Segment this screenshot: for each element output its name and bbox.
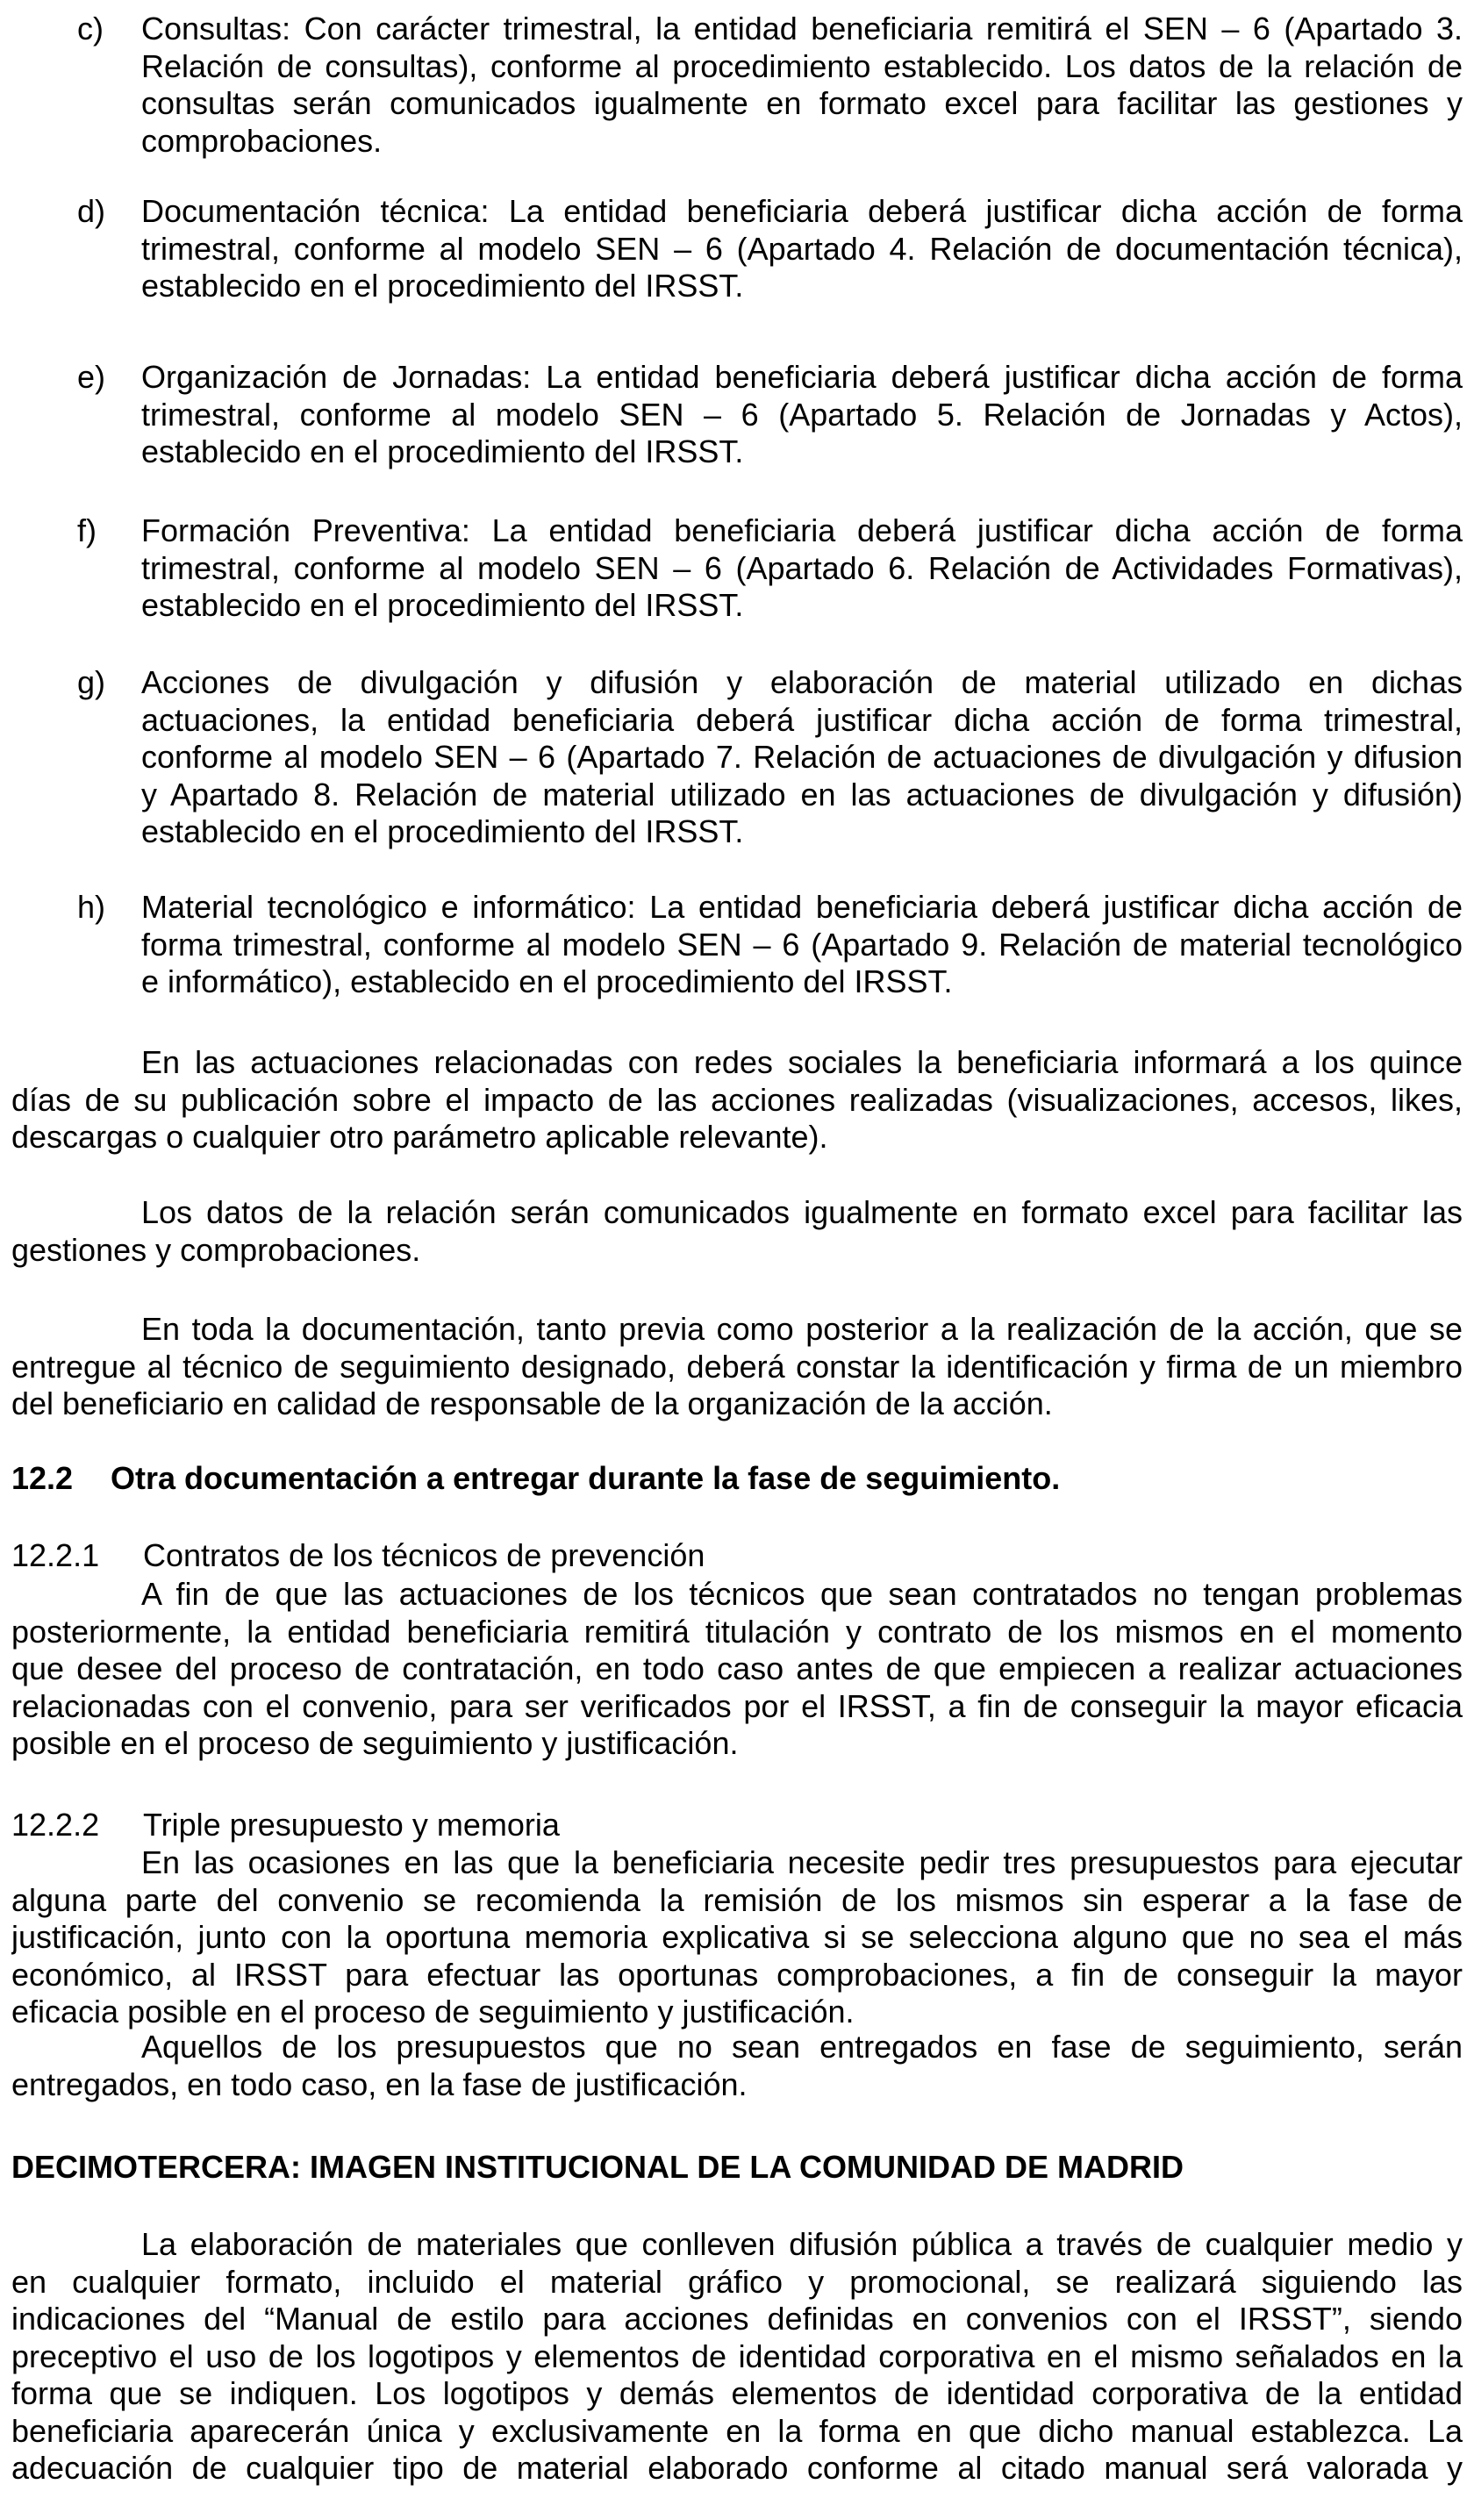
text-line: forma trimestral, conforme al modelo SEN – 6 (Apartado 9. Relación de material tecnológico [141,926,1463,963]
list-item [11,11,1463,160]
list-item-label: h) [77,889,106,925]
text-line: del beneficiario en calidad de responsable de la organización de la acción. [11,1385,1053,1421]
text-line: Documentación técnica: La entidad beneficiaria deberá justificar dicha acción de forma [141,193,1463,229]
text-line: En las actuaciones relacionadas con redes sociales la beneficiaria informará a los quince [141,1044,1463,1080]
text-line: gestiones y comprobaciones. [11,1231,421,1268]
clause-heading-decimotercera: DECIMOTERCERA: IMAGEN INSTITUCIONAL DE LA COMUNIDAD DE MADRID [11,2149,1184,2185]
text-line: beneficiaria aparecerán única y exclusivamente en la forma en que dicho manual establezca. La [11,2412,1463,2449]
text-line: eficacia posible en el proceso de seguimiento y justificación. [11,1994,855,2030]
list-item-label: d) [77,193,106,229]
text-line: trimestral, conforme al modelo SEN – 6 (Apartado 6. Relación de Actividades Formativas), [141,549,1463,586]
list-item [11,359,1463,471]
text-line: justificación, junto con la oportuna memoria explicativa si se selecciona alguno que no sea el más [11,1919,1463,1955]
paragraph [11,1844,1463,2031]
subsection-heading-12-2-1 [11,1537,705,1575]
text-line: entregue al técnico de seguimiento designado, deberá constar la identificación y firma de un miembro [11,1348,1463,1385]
list-item-label: f) [77,512,97,548]
text-line: relacionadas con el convenio, para ser verificados por el IRSST, a fin de conseguir la mayor eficacia [11,1687,1463,1724]
text-line: Relación de consultas), conforme al procedimiento establecido. Los datos de la relación de [141,47,1463,84]
text-line: alguna parte del convenio se recomienda la remisión de los mismos sin esperar a la fase de [11,1881,1463,1918]
section-heading-12-2 [11,1460,1061,1498]
text-line: establecido en el procedimiento del IRSST. [141,813,744,849]
text-line: posible en el proceso de seguimiento y justificación. [11,1725,739,1761]
text-line: conforme al modelo SEN – 6 (Apartado 7. Relación de actuaciones de divulgación y difusion [141,739,1463,775]
subsection-number: 12.2.2 [11,1807,100,1843]
text-line: días de su publicación sobre el impacto de las acciones realizadas (visualizaciones, accesos, likes, [11,1081,1463,1118]
text-line: y Apartado 8. Relación de material utilizado en las actuaciones de divulgación y difusión) [141,776,1463,813]
text-line: adecuación de cualquier tipo de material elaborado conforme al citado manual será valorada y [11,2450,1463,2486]
paragraph [11,1576,1463,1763]
section-number: 12.2 [11,1460,74,1496]
text-line: en cualquier formato, incluido el material gráfico y promocional, se realizará siguiendo las [11,2263,1463,2300]
list-item [11,664,1463,851]
text-line: Los datos de la relación serán comunicados igualmente en formato excel para facilitar las [141,1194,1463,1230]
paragraph [11,1044,1463,1156]
paragraph [11,1311,1463,1423]
text-line: A fin de que las actuaciones de los técnicos que sean contratados no tengan problemas [141,1576,1463,1612]
text-line: establecido en el procedimiento del IRSST. [141,433,744,469]
list-item-label: c) [77,11,104,47]
subsection-heading-12-2-2 [11,1807,560,1844]
paragraph [11,2029,1463,2103]
text-line: forma que se indiquen. Los logotipos y demás elementos de identidad corporativa de la entidad [11,2375,1463,2411]
text-line: En las ocasiones en las que la beneficiaria necesite pedir tres presupuestos para ejecutar [141,1844,1463,1880]
section-title: Otra documentación a entregar durante la fase de seguimiento. [111,1460,1061,1496]
list-item-label: g) [77,664,106,700]
text-line: Material tecnológico e informático: La entidad beneficiaria deberá justificar dicha acción de [141,889,1463,925]
list-item-label: e) [77,359,106,395]
text-line: económico, al IRSST para efectuar las oportunas comprobaciones, a fin de conseguir la mayor [11,1956,1463,1993]
text-line: La elaboración de materiales que conlleven difusión pública a través de cualquier medio y [141,2226,1463,2262]
text-line: comprobaciones. [141,122,383,159]
text-line: indicaciones del “Manual de estilo para acciones definidas en convenios con el IRSST”, siendo [11,2301,1463,2337]
text-line: Acciones de divulgación y difusión y elaboración de material utilizado en dichas [141,664,1463,700]
text-line: descargas o cualquier otro parámetro aplicable relevante). [11,1119,828,1155]
text-line: Aquellos de los presupuestos que no sean entregados en fase de seguimiento, serán [141,2029,1463,2065]
subsection-number: 12.2.1 [11,1537,100,1573]
text-line: trimestral, conforme al modelo SEN – 6 (Apartado 5. Relación de Jornadas y Actos), [141,396,1463,433]
text-line: En toda la documentación, tanto previa como posterior a la realización de la acción, que se [141,1311,1463,1347]
paragraph [11,2226,1463,2488]
text-line: trimestral, conforme al modelo SEN – 6 (Apartado 4. Relación de documentación técnica), [141,230,1463,267]
text-line: Organización de Jornadas: La entidad beneficiaria deberá justificar dicha acción de forma [141,359,1463,395]
text-line: actuaciones, la entidad beneficiaria deberá justificar dicha acción de forma trimestral, [141,701,1463,738]
text-line: e informático), establecido en el procedimiento del IRSST. [141,963,953,999]
text-line: entregados, en todo caso, en la fase de justificación. [11,2065,748,2102]
text-line: preceptivo el uso de los logotipos y elementos de identidad corporativa en el mismo señalados en la [11,2337,1463,2374]
subsection-title: Contratos de los técnicos de prevención [143,1537,705,1573]
list-item [11,512,1463,625]
text-line: Consultas: Con carácter trimestral, la entidad beneficiaria remitirá el SEN – 6 (Apartado 3. [141,11,1463,47]
text-line: establecido en el procedimiento del IRSST. [141,268,744,304]
paragraph [11,1194,1463,1269]
text-line: establecido en el procedimiento del IRSST. [141,587,744,623]
text-line: posteriormente, la entidad beneficiaria remitirá titulación y contrato de los mismos en el momento [11,1613,1463,1650]
list-item [11,889,1463,1001]
list-item [11,193,1463,305]
text-line: que desee del proceso de contratación, en todo caso antes de que empiecen a realizar actuaciones [11,1650,1463,1686]
text-line: Formación Preventiva: La entidad beneficiaria deberá justificar dicha acción de forma [141,512,1463,548]
subsection-title: Triple presupuesto y memoria [143,1807,560,1843]
text-line: consultas serán comunicados igualmente en formato excel para facilitar las gestiones y [141,85,1463,121]
